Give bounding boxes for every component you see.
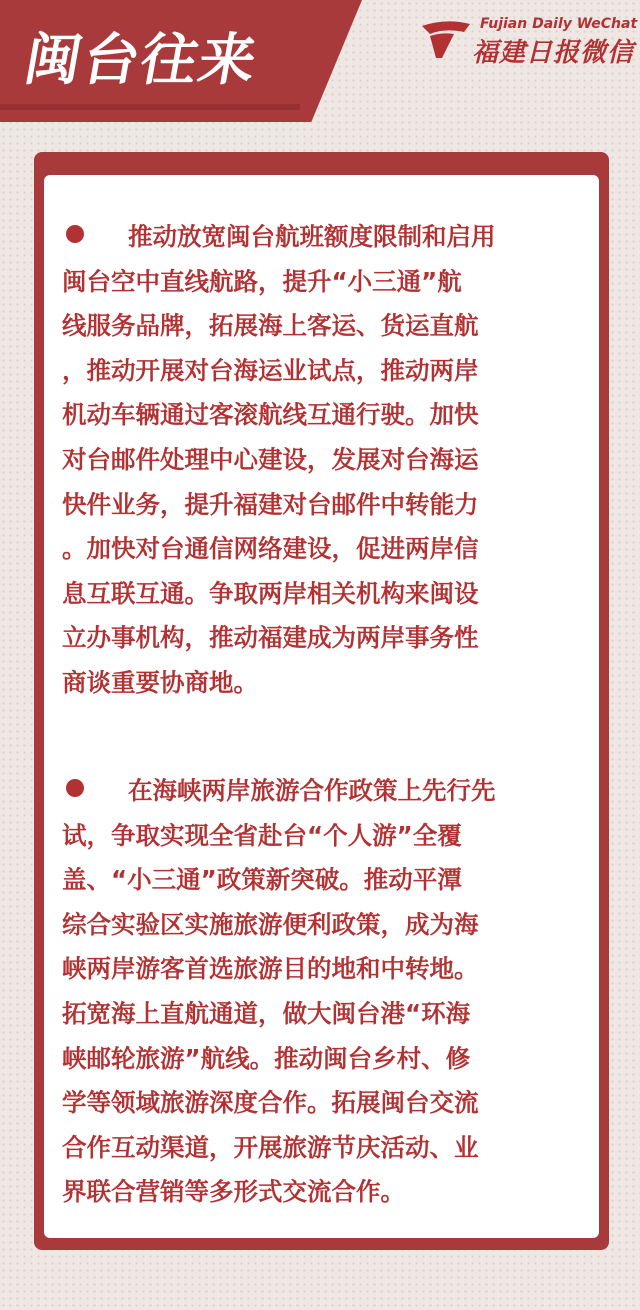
paragraph-line: 试，争取实现全省赴台“个人游”全覆: [62, 820, 462, 850]
logo-english-text: Fujian Daily WeChat: [480, 16, 638, 32]
paragraph-line: 峡两岸游客首选旅游目的地和中转地。: [62, 954, 479, 984]
paragraph-line: 合作互动渠道，开展旅游节庆活动、业: [62, 1132, 479, 1162]
paragraph-tourism: [62, 769, 576, 1215]
paragraph-line: 闽台空中直线航路，提升“小三通”航: [62, 266, 462, 296]
paragraph-line: 盖、“小三通”政策新突破。推动平潭: [62, 865, 462, 895]
paragraph-line: 峡邮轮旅游”航线。推动闽台乡村、修: [62, 1043, 471, 1073]
paragraph-line: 对台邮件处理中心建设，发展对台海运: [62, 444, 479, 474]
paragraph-line: 机动车辆通过客滚航线互通行驶。加快: [62, 400, 479, 430]
paragraph-line: 综合实验区实施旅游便利政策，成为海: [62, 909, 479, 939]
paragraph-line: 商谈重要协商地。: [62, 667, 258, 697]
bullet-icon: [66, 779, 84, 797]
paragraph-line: 学等领域旅游深度合作。拓展闽台交流: [62, 1088, 479, 1118]
paragraph-line: 推动放宽闽台航班额度限制和启用: [62, 215, 576, 260]
paragraph-line: 快件业务，提升福建对台邮件中转能力: [62, 489, 479, 519]
paragraph-line: 。加快对台通信网络建设，促进两岸信: [62, 534, 479, 564]
paragraph-line: 线服务品牌，拓展海上客运、货运直航: [62, 311, 479, 341]
paragraph-line: 在海峡两岸旅游合作政策上先行先: [62, 769, 576, 814]
paragraph-line: 拓宽海上直航通道，做大闽台港“环海: [62, 998, 471, 1028]
paragraph-line: 息互联互通。争取两岸相关机构来闽设: [62, 578, 479, 608]
page-title: 闽台往来: [19, 28, 263, 93]
paragraph-transport: [62, 215, 576, 706]
fujian-daily-logo: [420, 14, 638, 68]
paragraph-line: ，推动开展对台海运业试点，推动两岸: [62, 355, 479, 385]
paragraph-line: 立办事机构，推动福建成为两岸事务性: [62, 623, 479, 653]
bullet-icon: [66, 225, 84, 243]
header-divider: [0, 104, 300, 110]
logo-chinese-text: 福建日报微信: [472, 38, 635, 68]
logo-swoosh-icon: [420, 18, 472, 60]
paragraph-line: 界联合营销等多形式交流合作。: [62, 1177, 405, 1207]
